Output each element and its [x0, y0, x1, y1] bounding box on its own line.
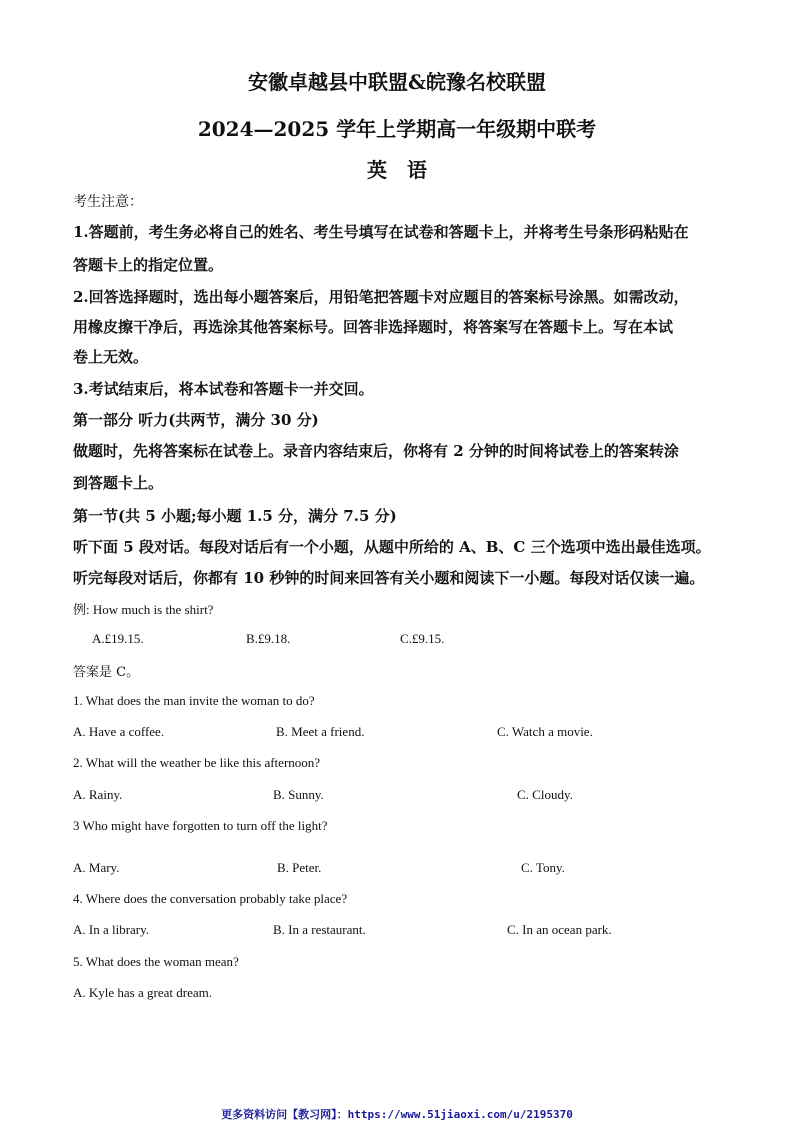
question-4: 4. Where does the conversation probably take place?: [73, 891, 348, 906]
example-option-a: A.£19.15.: [92, 631, 144, 646]
exam-alliance-title: 安徽卓越县中联盟&皖豫名校联盟: [247, 70, 547, 94]
notice-item-3: 3.考试结束后，将本试卷和答题卡一并交回。: [73, 380, 374, 398]
question-5-option-a: A. Kyle has a great dream.: [73, 985, 212, 1000]
question-1-option-c: C. Watch a movie.: [497, 724, 593, 739]
question-2: 2. What will the weather be like this afternoon?: [73, 755, 321, 770]
question-4-option-a: A. In a library.: [73, 922, 150, 937]
question-3: 3 Who might have forgotten to turn off the light?: [73, 818, 328, 833]
question-4-option-b: B. In a restaurant.: [273, 922, 366, 937]
example-option-b: B.£9.18.: [246, 631, 291, 646]
part1-heading: 第一部分 听力(共两节，满分 30 分): [73, 411, 319, 429]
question-1: 1. What does the man invite the woman to do?: [73, 693, 315, 708]
question-5: 5. What does the woman mean?: [73, 954, 239, 969]
section1-heading: 第一节(共 5 小题;每小题 1.5 分，满分 7.5 分): [73, 507, 397, 525]
subject-title: 英 语: [367, 158, 427, 182]
example-question: 例: How much is the shirt?: [73, 602, 214, 617]
question-3-option-a: A. Mary.: [73, 860, 120, 875]
notice-item-2-line-2: 用橡皮擦干净后，再选涂其他答案标号。回答非选择题时，将答案写在答题卡上。写在本试: [73, 318, 674, 336]
question-1-option-b: B. Meet a friend.: [276, 724, 365, 739]
part1-intro-line-1: 做题时，先将答案标在试卷上。录音内容结束后，你将有 2 分钟的时间将试卷上的答案转涂: [73, 442, 679, 460]
question-3-option-b: B. Peter.: [277, 860, 322, 875]
notice-heading: 考生注意：: [73, 194, 143, 210]
exam-term-title: 2024—2025 学年上学期高一年级期中联考: [197, 117, 597, 141]
question-2-option-b: B. Sunny.: [273, 787, 324, 802]
notice-item-2-line-3: 卷上无效。: [73, 348, 149, 366]
example-answer: 答案是 C。: [73, 665, 140, 680]
notice-item-1-line-1: 1.答题前，考生务必将自己的姓名、考生号填写在试卷和答题卡上，并将考生号条形码粘贴在: [73, 223, 689, 241]
part1-intro-line-2: 到答题卡上。: [73, 474, 164, 492]
notice-item-1-line-2: 答题卡上的指定位置。: [73, 256, 224, 274]
question-2-option-a: A. Rainy.: [73, 787, 123, 802]
section1-instruction-line-2: 听完每段对话后，你都有 10 秒钟的时间来回答有关小题和阅读下一小题。每段对话仅读一遍。: [73, 569, 705, 587]
question-2-option-c: C. Cloudy.: [517, 787, 573, 802]
notice-item-2-line-1: 2.回答选择题时，选出每小题答案后，用铅笔把答题卡对应题目的答案标号涂黑。如需改动，: [73, 288, 689, 306]
footer-source-link[interactable]: 更多资料访问【教习网】：https://www.51jiaoxi.com/u/2195370: [221, 1108, 573, 1121]
example-option-c: C.£9.15.: [400, 631, 445, 646]
question-1-option-a: A. Have a coffee.: [73, 724, 165, 739]
section1-instruction-line-1: 听下面 5 段对话。每段对话后有一个小题，从题中所给的 A、B、C 三个选项中选出最佳选项。: [73, 538, 711, 556]
question-3-option-c: C. Tony.: [521, 860, 565, 875]
question-4-option-c: C. In an ocean park.: [507, 922, 612, 937]
